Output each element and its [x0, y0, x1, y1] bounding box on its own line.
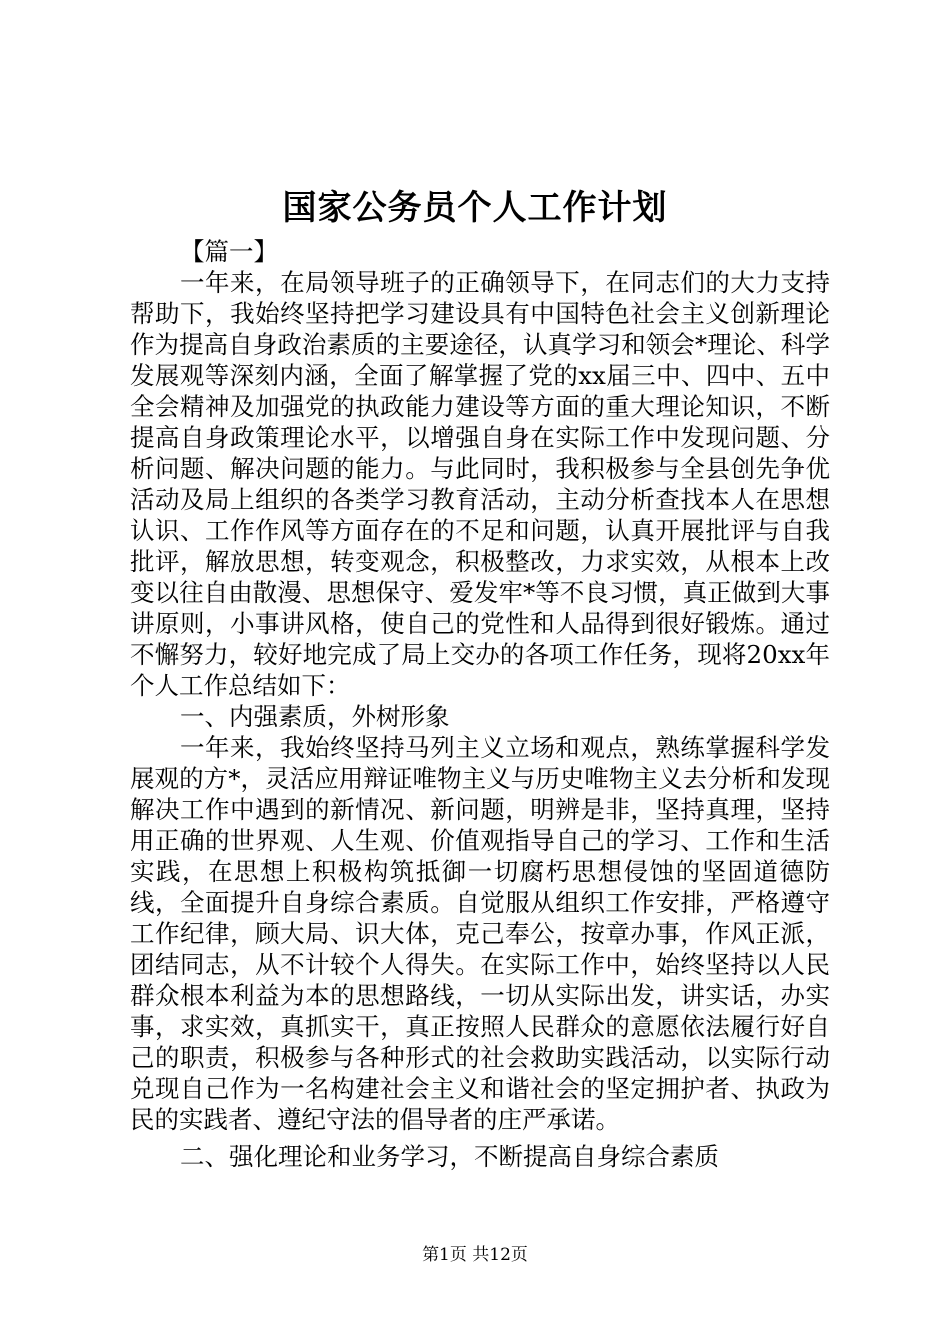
- document-body: [130, 236, 830, 1172]
- body-paragraph: 一年来，我始终坚持马列主义立场和观点，熟练掌握科学发展观的方*，灵活应用辩证唯物主义与历史唯物主义去分析和发现解决工作中遇到的新情况、新问题，明辨是非，坚持真理，坚持用正确的世界观、人生观、价值观指导自己的学习、工作和生活实践，在思想上积极构筑抵御一切腐朽思想侵蚀的坚固道德防线，全面提升自身综合素质。自觉服从组织工作安排，严格遵守工作纪律，顾大局、识大体，克己奉公，按章办事，作风正派，团结同志，从不计较个人得失。在实际工作中，始终坚持以人民群众根本利益为本的思想路线，一切从实际出发，讲实话，办实事，求实效，真抓实干，真正按照人民群众的意愿依法履行好自己的职责，积极参与各种形式的社会救助实践活动，以实际行动兑现自己作为一名构建社会主义和谐社会的坚定拥护者、执政为民的实践者、遵纪守法的倡导者的庄严承诺。: [130, 733, 830, 1134]
- section-label: 【篇一】: [180, 237, 278, 266]
- section-heading: 二、强化理论和业务学习，不断提高自身综合素质: [180, 1142, 719, 1171]
- body-paragraph: 一年来，在局领导班子的正确领导下，在同志们的大力支持帮助下，我始终坚持把学习建设具有中国特色社会主义创新理论作为提高自身政治素质的主要途径，认真学习和领会*理论、科学发展观等深刻内涵，全面了解掌握了党的xx届三中、四中、五中全会精神及加强党的执政能力建设等方面的重大理论知识，不断提高自身政策理论水平，以增强自身在实际工作中发现问题、分析问题、解决问题的能力。与此同时，我积极参与全县创先争优活动及局上组织的各类学习教育活动，主动分析查找本人在思想认识、工作作风等方面存在的不足和问题，认真开展批评与自我批评，解放思想，转变观念，积极整改，力求实效，从根本上改变以往自由散漫、思想保守、爱发牢*等不良习惯，真正做到大事讲原则，小事讲风格，使自己的党性和人品得到很好锻炼。通过不懈努力，较好地完成了局上交办的各项工作任务，现将20xx年个人工作总结如下：: [130, 268, 830, 700]
- section-heading: 一、内强素质，外树形象: [180, 702, 450, 731]
- page-footer: 第1页 共12页: [422, 1245, 528, 1265]
- page-title: 国家公务员个人工作计划: [282, 188, 668, 228]
